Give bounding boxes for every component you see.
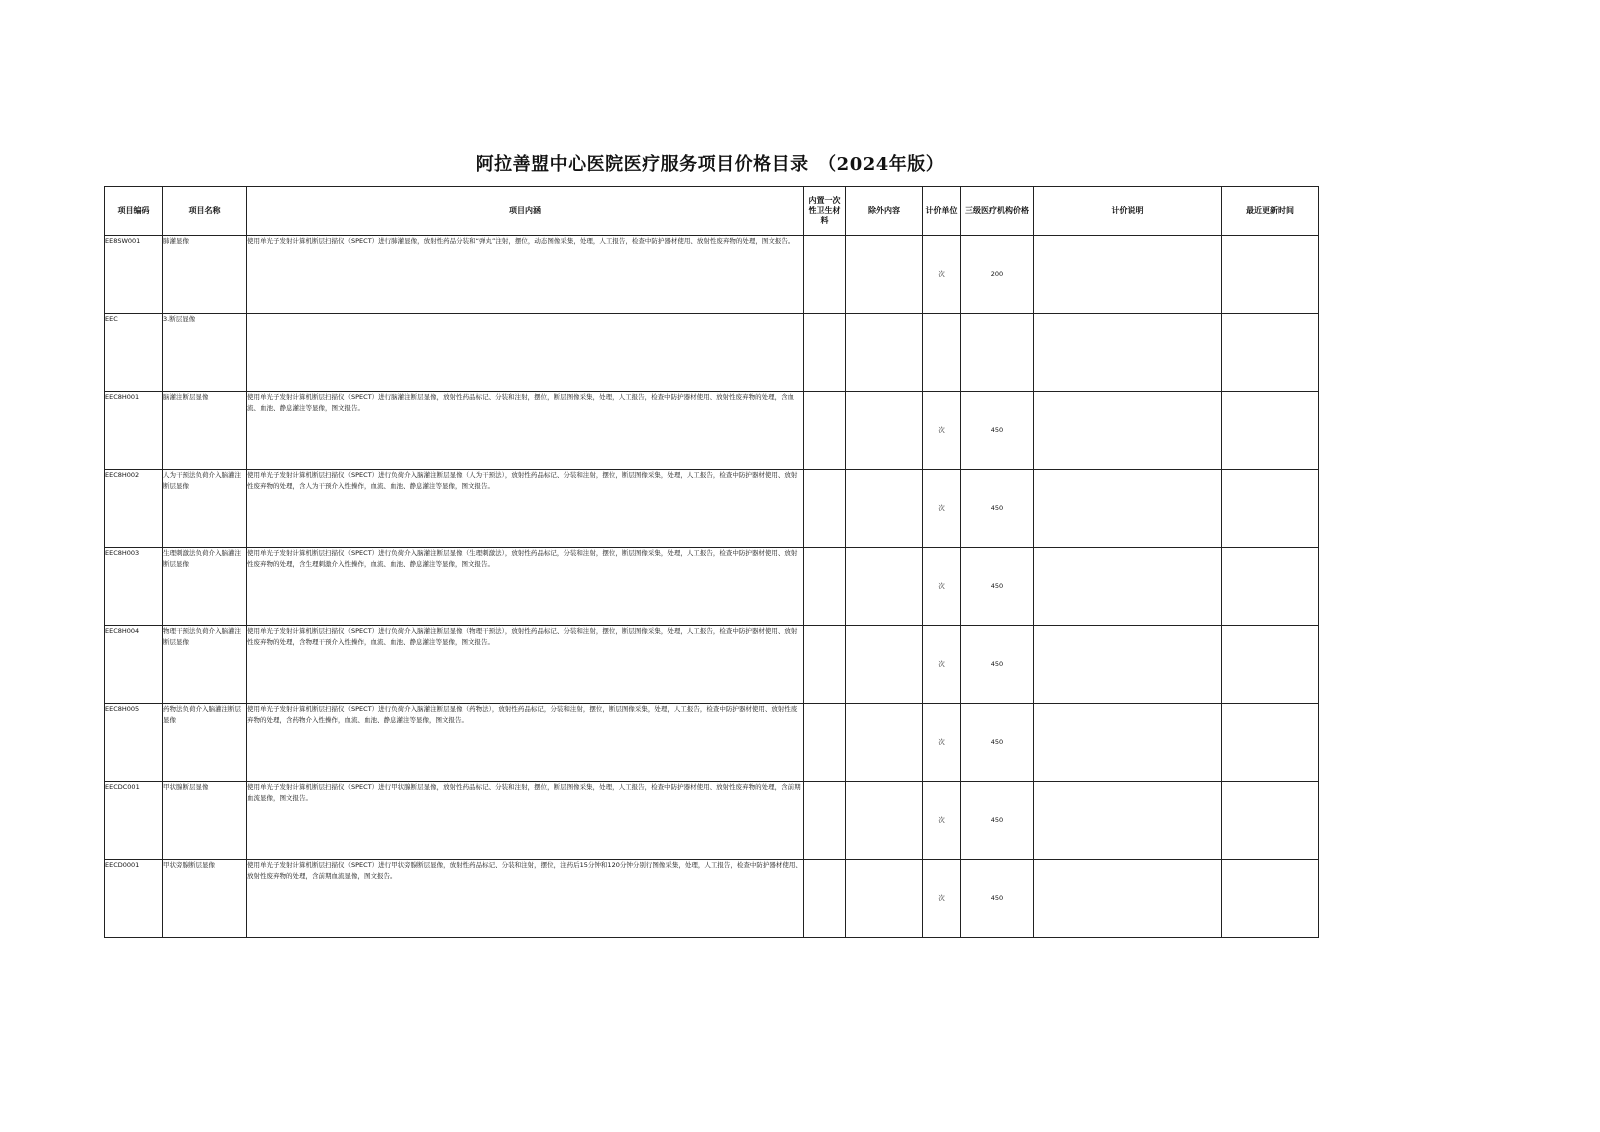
cell-code: EE8SW001 xyxy=(105,236,163,314)
cell-pricing-note xyxy=(1034,782,1222,860)
cell-pricing-note xyxy=(1034,860,1222,938)
cell-price: 450 xyxy=(961,704,1034,782)
cell-exclusions xyxy=(846,236,923,314)
cell-code: EECDC001 xyxy=(105,782,163,860)
cell-exclusions xyxy=(846,314,923,392)
document-title: 阿拉善盟中心医院医疗服务项目价格目录 （2024年版） xyxy=(475,154,945,175)
header-updated: 最近更新时间 xyxy=(1222,187,1319,236)
cell-name: 3.断层显像 xyxy=(163,314,247,392)
cell-code: EEC8H005 xyxy=(105,704,163,782)
cell-pricing-note xyxy=(1034,626,1222,704)
cell-content: 使用单光子发射计算机断层扫描仪（SPECT）进行甲状旁腺断层显像，放射性药品标记、分装和注射，摆位，注药后15分钟和120分钟分别行图像采集，处理，人工报告，检查中防护器材使用、放射性废弃物的处理，含前期血流显像，图文报告。 xyxy=(247,860,804,938)
cell-exclusions xyxy=(846,470,923,548)
cell-unit: 次 xyxy=(923,782,961,860)
cell-code: EEC8H003 xyxy=(105,548,163,626)
cell-pricing-note xyxy=(1034,704,1222,782)
cell-unit: 次 xyxy=(923,626,961,704)
cell-pricing-note xyxy=(1034,314,1222,392)
cell-content: 使用单光子发射计算机断层扫描仪（SPECT）进行肺灌显像，放射性药品分装和“弹丸”注射，摆位，动态图像采集，处理，人工报告，检查中防护器材使用、放射性废弃物的处理，图文报告。 xyxy=(247,236,804,314)
cell-price: 450 xyxy=(961,860,1034,938)
cell-exclusions xyxy=(846,704,923,782)
header-consumables: 内置一次性卫生材料 xyxy=(804,187,846,236)
table-row xyxy=(105,470,1319,548)
table-row xyxy=(105,782,1319,860)
cell-consumables xyxy=(804,860,846,938)
cell-pricing-note xyxy=(1034,236,1222,314)
cell-content: 使用单光子发射计算机断层扫描仪（SPECT）进行负荷介入脑灌注断层显像（生理刺激法），放射性药品标记，分装和注射，摆位，断层图像采集，处理，人工报告，检查中防护器材使用、放射性废弃物的处理，含生理刺激介入性操作，血流、血池、静息灌注等显像，图文报告。 xyxy=(247,548,804,626)
cell-name: 脑灌注断层显像 xyxy=(163,392,247,470)
cell-consumables xyxy=(804,314,846,392)
cell-code: EEC xyxy=(105,314,163,392)
cell-content: 使用单光子发射计算机断层扫描仪（SPECT）进行负荷介入脑灌注断层显像（药物法），放射性药品标记，分装和注射，摆位，断层图像采集，处理，人工报告，检查中防护器材使用、放射性废弃物的处理，含药物介入性操作，血流、血池、静息灌注等显像，图文报告。 xyxy=(247,704,804,782)
header-content: 项目内涵 xyxy=(247,187,804,236)
cell-price: 450 xyxy=(961,548,1034,626)
cell-content: 使用单光子发射计算机断层扫描仪（SPECT）进行脑灌注断层显像，放射性药品标记、分装和注射，摆位，断层图像采集，处理，人工报告，检查中防护器材使用、放射性废弃物的处理，含血流、血池、静息灌注等显像，图文报告。 xyxy=(247,392,804,470)
cell-unit: 次 xyxy=(923,548,961,626)
header-unit: 计价单位 xyxy=(923,187,961,236)
cell-code: EEC8H001 xyxy=(105,392,163,470)
cell-consumables xyxy=(804,626,846,704)
cell-content: 使用单光子发射计算机断层扫描仪（SPECT）进行负荷介入脑灌注断层显像（人为干预法），放射性药品标记、分装和注射，摆位，断层图像采集，处理，人工报告，检查中防护器材使用、放射性废弃物的处理，含人为干预介入性操作，血流、血池、静息灌注等显像，图文报告。 xyxy=(247,470,804,548)
cell-pricing-note xyxy=(1034,392,1222,470)
table-header-row xyxy=(105,187,1319,236)
cell-price xyxy=(961,314,1034,392)
cell-consumables xyxy=(804,782,846,860)
cell-exclusions xyxy=(846,782,923,860)
cell-updated xyxy=(1222,704,1319,782)
cell-updated xyxy=(1222,782,1319,860)
cell-updated xyxy=(1222,392,1319,470)
cell-updated xyxy=(1222,236,1319,314)
cell-unit: 次 xyxy=(923,392,961,470)
cell-unit: 次 xyxy=(923,860,961,938)
cell-code: EECD0001 xyxy=(105,860,163,938)
cell-code: EEC8H004 xyxy=(105,626,163,704)
cell-name: 物理干预法负荷介入脑灌注断层显像 xyxy=(163,626,247,704)
cell-content xyxy=(247,314,804,392)
cell-pricing-note xyxy=(1034,470,1222,548)
cell-unit: 次 xyxy=(923,704,961,782)
cell-exclusions xyxy=(846,548,923,626)
cell-name: 甲状旁腺断层显像 xyxy=(163,860,247,938)
cell-consumables xyxy=(804,392,846,470)
table-row xyxy=(105,860,1319,938)
cell-updated xyxy=(1222,626,1319,704)
cell-consumables xyxy=(804,470,846,548)
header-name: 项目名称 xyxy=(163,187,247,236)
cell-code: EEC8H002 xyxy=(105,470,163,548)
table-row xyxy=(105,236,1319,314)
table-row xyxy=(105,548,1319,626)
cell-updated xyxy=(1222,548,1319,626)
cell-price: 200 xyxy=(961,236,1034,314)
cell-name: 人为干预法负荷介入脑灌注断层显像 xyxy=(163,470,247,548)
table-row xyxy=(105,392,1319,470)
cell-unit: 次 xyxy=(923,470,961,548)
cell-unit: 次 xyxy=(923,236,961,314)
cell-price: 450 xyxy=(961,626,1034,704)
cell-updated xyxy=(1222,314,1319,392)
table-row xyxy=(105,314,1319,392)
cell-updated xyxy=(1222,860,1319,938)
cell-price: 450 xyxy=(961,392,1034,470)
cell-unit xyxy=(923,314,961,392)
cell-name: 甲状腺断层显像 xyxy=(163,782,247,860)
cell-price: 450 xyxy=(961,470,1034,548)
header-exclusions: 除外内容 xyxy=(846,187,923,236)
table-row xyxy=(105,626,1319,704)
cell-consumables xyxy=(804,236,846,314)
cell-exclusions xyxy=(846,392,923,470)
header-code: 项目编码 xyxy=(105,187,163,236)
cell-price: 450 xyxy=(961,782,1034,860)
cell-content: 使用单光子发射计算机断层扫描仪（SPECT）进行甲状腺断层显像，放射性药品标记、分装和注射，摆位，断层图像采集，处理，人工报告，检查中防护器材使用、放射性废弃物的处理，含前期血流显像，图文报告。 xyxy=(247,782,804,860)
cell-exclusions xyxy=(846,860,923,938)
header-pricing-note: 计价说明 xyxy=(1034,187,1222,236)
cell-consumables xyxy=(804,704,846,782)
cell-consumables xyxy=(804,548,846,626)
price-table xyxy=(104,186,1319,938)
cell-exclusions xyxy=(846,626,923,704)
table-row xyxy=(105,704,1319,782)
cell-updated xyxy=(1222,470,1319,548)
cell-name: 药物法负荷介入脑灌注断层显像 xyxy=(163,704,247,782)
cell-pricing-note xyxy=(1034,548,1222,626)
cell-content: 使用单光子发射计算机断层扫描仪（SPECT）进行负荷介入脑灌注断层显像（物理干预法），放射性药品标记、分装和注射，摆位，断层图像采集，处理，人工报告，检查中防护器材使用、放射性废弃物的处理，含物理干预介入性操作，血流、血池、静息灌注等显像，图文报告。 xyxy=(247,626,804,704)
header-price: 三级医疗机构价格 xyxy=(961,187,1034,236)
cell-name: 肺灌显像 xyxy=(163,236,247,314)
cell-name: 生理刺激法负荷介入脑灌注断层显像 xyxy=(163,548,247,626)
